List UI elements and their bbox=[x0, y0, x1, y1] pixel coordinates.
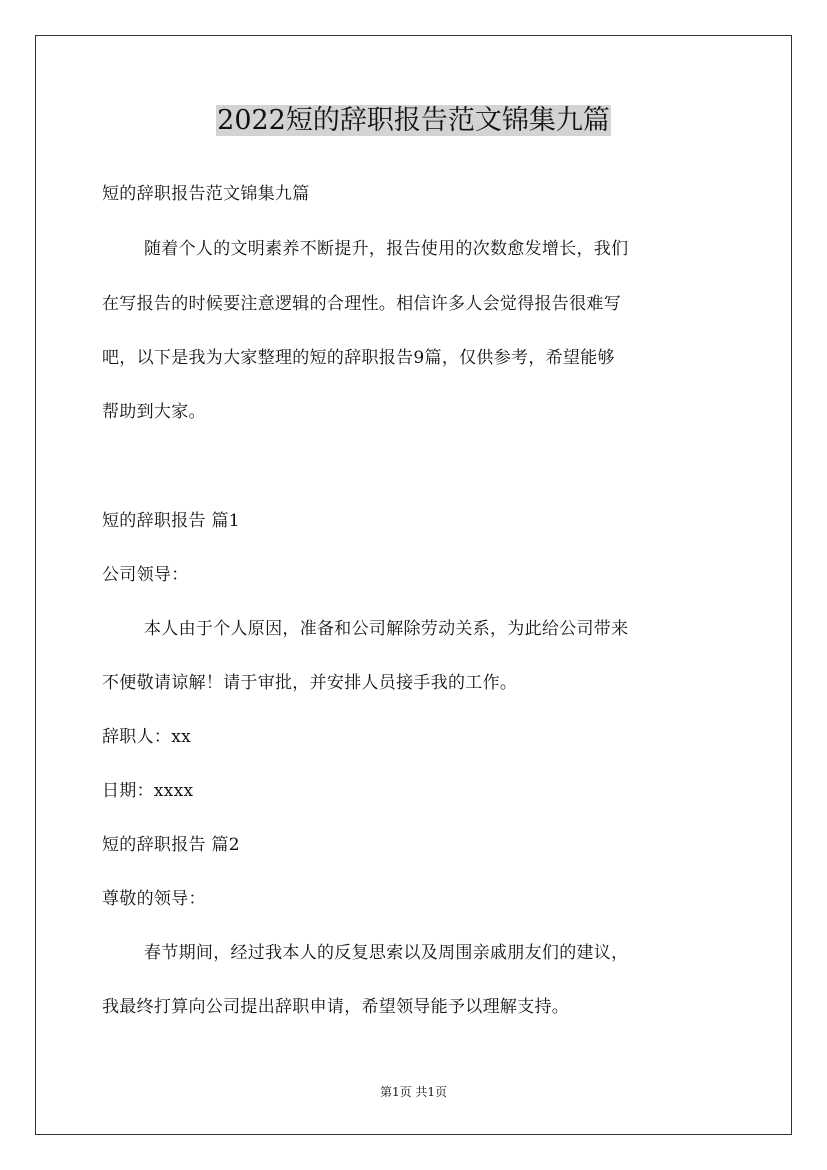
salutation-1: 公司领导： bbox=[102, 565, 189, 585]
subtitle-line: 短的辞职报告范文锦集九篇 bbox=[102, 184, 310, 204]
page-footer: 第1页 共1页 bbox=[379, 1085, 448, 1099]
intro-line-1: 随着个人的文明素养不断提升，报告使用的次数愈发增长，我们 bbox=[144, 239, 629, 259]
intro-line-4: 帮助到大家。 bbox=[102, 402, 206, 422]
intro-line-2: 在写报告的时候要注意逻辑的合理性。相信许多人会觉得报告很难写 bbox=[102, 294, 621, 314]
body-1-line-2: 不便敬请谅解！请于审批，并安排人员接手我的工作。 bbox=[102, 673, 518, 693]
section-heading-2: 短的辞职报告 篇2 bbox=[102, 835, 240, 855]
body-2-line-2: 我最终打算向公司提出辞职申请，希望领导能予以理解支持。 bbox=[102, 997, 570, 1017]
body-2-line-1: 春节期间，经过我本人的反复思索以及周围亲戚朋友们的建议， bbox=[144, 943, 629, 963]
document-title-text: 2022短的辞职报告范文锦集九篇 bbox=[217, 105, 610, 136]
salutation-2: 尊敬的领导： bbox=[102, 889, 206, 909]
body-1-line-1: 本人由于个人原因，准备和公司解除劳动关系，为此给公司带来 bbox=[144, 619, 629, 639]
section-heading-1: 短的辞职报告 篇1 bbox=[102, 511, 240, 531]
intro-line-3: 吧，以下是我为大家整理的短的辞职报告9篇，仅供参考，希望能够 bbox=[102, 348, 615, 368]
document-title bbox=[0, 101, 827, 141]
date-line: 日期：xxxx bbox=[102, 781, 194, 801]
signer-line: 辞职人：xx bbox=[102, 727, 191, 747]
